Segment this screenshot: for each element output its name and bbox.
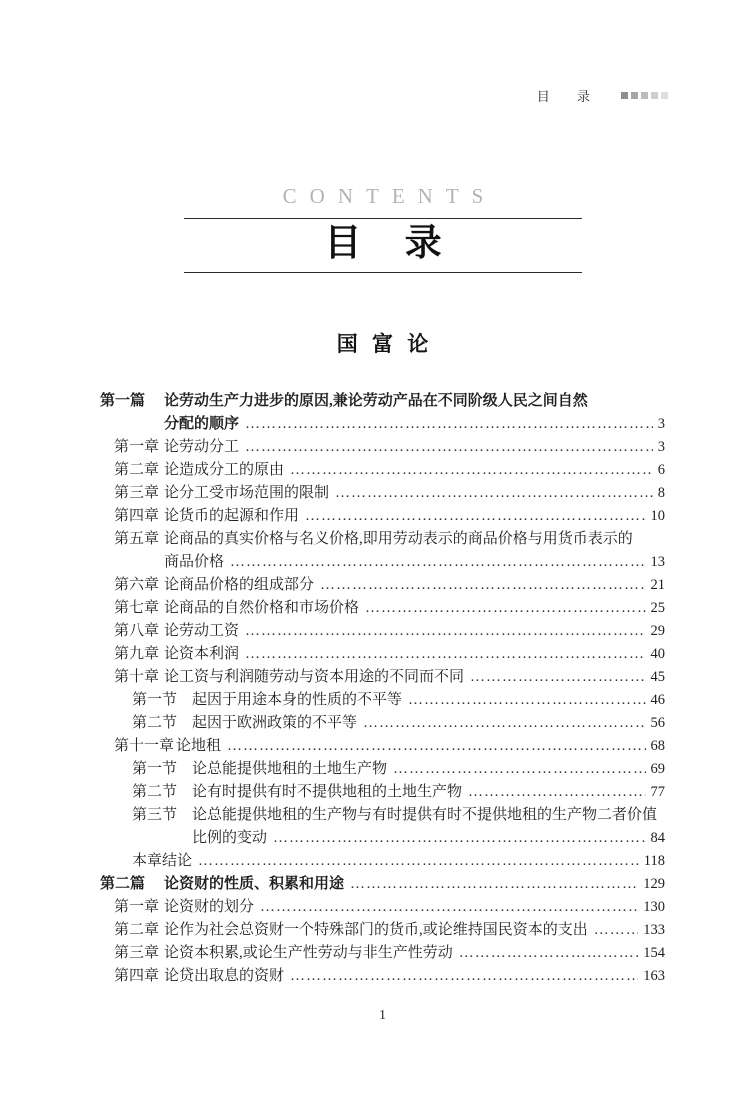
toc-entry-last-line [192,827,665,850]
toc-entry-title: 论资财的划分 [164,899,255,915]
square-icon [661,92,668,99]
toc-entry-last-line [132,850,665,873]
toc-entry-body [192,689,665,712]
toc-entry-page: 77 [650,784,665,800]
square-icon [651,92,658,99]
toc-entry [100,850,665,873]
dot-leader [230,551,645,574]
square-icon [631,92,638,99]
toc-entry-label: 第二节 [132,784,178,800]
toc-entry-body [164,482,665,505]
toc-entry-title: 比例的变动 [192,830,268,846]
toc-entry-label: 第十一章 [114,738,175,754]
toc-entry-label: 第四章 [114,968,160,984]
toc-entry-body [192,712,665,735]
toc-entry-label: 第二章 [114,462,160,478]
toc-entry-title: 论贷出取息的资财 [164,968,285,984]
book-title: 国 富 论 [336,332,429,356]
toc-entry-last-line [164,620,665,643]
dot-leader [245,413,653,436]
toc-entry [100,942,665,965]
toc-entry [100,459,665,482]
toc-entry-title: 论劳动生产力进步的原因,兼论劳动产品在不同阶级人民之间自然 [164,393,588,409]
dot-leader [227,735,645,758]
toc-entry-page: 13 [650,554,665,570]
square-icon [641,92,648,99]
toc-entry-label: 第一篇 [100,393,146,409]
toc-entry [100,390,665,436]
toc-entry-last-line [192,781,665,804]
toc-entry-title: 论劳动分工 [164,439,240,455]
toc-entry-title: 起因于欧洲政策的不平等 [192,715,358,731]
toc-entry-label: 第一章 [114,899,160,915]
toc-entry-body [164,666,665,689]
dot-leader [365,597,645,620]
toc-entry-page: 6 [657,462,665,478]
toc-entry-last-line [164,942,665,965]
toc-entry-title: 商品价格 [164,554,225,570]
toc-entry-body [164,896,665,919]
dot-leader [273,827,645,850]
dot-leader [350,873,638,896]
toc-entry-body [164,620,665,643]
toc-list [100,390,665,988]
toc-entry-last-line [164,965,665,988]
contents-heading-chinese: 目 录 [324,223,442,264]
toc-entry-body [164,919,665,942]
toc-entry [100,896,665,919]
toc-entry-title: 论货币的起源和作用 [164,508,300,524]
toc-entry-title: 论分工受市场范围的限制 [164,485,330,501]
toc-entry-last-line [164,551,665,574]
dot-leader [393,758,645,781]
toc-entry [100,712,665,735]
toc-entry-body [164,436,665,459]
square-icon [621,92,628,99]
toc-entry-title: 论资本利润 [164,646,240,662]
toc-entry-last-line [164,574,665,597]
toc-entry [100,643,665,666]
toc-entry-title: 论商品的真实价格与名义价格,即用劳动表示的商品价格与用货币表示的 [164,531,633,547]
toc-entry-page: 3 [657,439,665,455]
toc-entry-title: 本章结论 [132,853,193,869]
toc-entry-last-line [164,896,665,919]
toc-entry-last-line [164,643,665,666]
dot-leader [470,666,645,689]
dot-leader [594,919,638,942]
toc-entry-page: 46 [650,692,665,708]
dot-leader [363,712,645,735]
toc-entry-page: 129 [643,876,665,892]
toc-entry-title: 论资财的性质、积累和用途 [164,876,345,892]
toc-entry-label: 第三节 [132,807,178,823]
toc-entry [100,965,665,988]
toc-entry-title: 论商品的自然价格和市场价格 [164,600,360,616]
toc-entry-label: 第二章 [114,922,160,938]
toc-entry-body [164,942,665,965]
toc-entry-body [192,758,665,781]
toc-entry-last-line [164,436,665,459]
toc-entry-last-line [164,666,665,689]
dot-leader [305,505,645,528]
toc-entry [100,873,665,896]
toc-entry [100,804,665,850]
toc-entry-page: 84 [650,830,665,846]
toc-entry-last-line [164,505,665,528]
masthead-rule-bottom [184,272,582,273]
toc-entry-body [176,735,665,758]
toc-entry-page: 21 [650,577,665,593]
toc-entry-body [164,505,665,528]
toc-entry-label: 第二篇 [100,876,146,892]
toc-entry-title: 论资本积累,或论生产性劳动与非生产性劳动 [164,945,453,961]
dot-leader [459,942,638,965]
dot-leader [198,850,639,873]
toc-entry [100,620,665,643]
toc-entry-title: 论劳动工资 [164,623,240,639]
toc-entry-last-line [192,712,665,735]
toc-entry [100,666,665,689]
dot-leader [245,643,645,666]
dot-leader [408,689,645,712]
contents-heading-english: CONTENTS [282,184,497,208]
toc-entry-label: 第七章 [114,600,160,616]
toc-entry-title: 论地租 [176,738,222,754]
page-number: 1 [379,1008,386,1023]
dot-leader [290,965,638,988]
toc-entry-page: 133 [643,922,665,938]
toc-entry-body [164,597,665,620]
toc-entry-label: 第一节 [132,761,178,777]
toc-entry-title: 论有时提供有时不提供地租的土地生产物 [192,784,463,800]
toc-entry-page: 69 [650,761,665,777]
toc-entry-last-line [164,459,665,482]
toc-entry-body [164,528,665,574]
toc-entry-label: 第九章 [114,646,160,662]
toc-entry-page: 56 [650,715,665,731]
toc-entry-page: 40 [650,646,665,662]
toc-entry-label: 第八章 [114,623,160,639]
dot-leader [468,781,645,804]
toc-entry-title: 起因于用途本身的性质的不平等 [192,692,403,708]
toc-entry-page: 3 [657,416,665,432]
toc-entry-title: 论总能提供地租的土地生产物 [192,761,388,777]
running-header-title: 目 录 [536,89,591,104]
toc-entry [100,482,665,505]
toc-entry-body [192,781,665,804]
toc-entry-body [164,390,665,436]
dot-leader [245,620,645,643]
toc-entry [100,528,665,574]
toc-entry-last-line [164,597,665,620]
dot-leader [320,574,645,597]
toc-entry-page: 29 [650,623,665,639]
toc-entry [100,436,665,459]
toc-entry [100,919,665,942]
dot-leader [290,459,653,482]
toc-entry-label: 第四章 [114,508,160,524]
toc-entry-last-line [164,919,665,942]
toc-entry-body [164,574,665,597]
masthead [184,184,582,273]
toc-entry-page: 154 [643,945,665,961]
toc-entry-last-line [176,735,665,758]
toc-entry [100,689,665,712]
toc-entry-body [132,850,665,873]
toc-entry-body [164,643,665,666]
dot-leader [245,436,653,459]
toc-entry-title: 论总能提供地租的生产物与有时提供有时不提供地租的生产物二者价值 [192,807,658,823]
toc-entry-body [164,873,665,896]
toc-entry-title: 分配的顺序 [164,416,240,432]
toc-entry-title: 论作为社会总资财一个特殊部门的货币,或论维持国民资本的支出 [164,922,588,938]
toc-entry-last-line [164,482,665,505]
toc-entry-last-line [164,413,665,436]
running-header [537,86,668,105]
toc-entry-title: 论造成分工的原由 [164,462,285,478]
toc-entry-page: 118 [643,853,665,869]
toc-entry-last-line [192,758,665,781]
toc-entry-page: 130 [643,899,665,915]
toc-entry-label: 第三章 [114,485,160,501]
toc-entry-page: 68 [650,738,665,754]
toc-entry [100,758,665,781]
toc-entry-last-line [164,873,665,896]
toc-entry-title: 论商品价格的组成部分 [164,577,315,593]
toc-entry-body [164,459,665,482]
toc-entry-title: 论工资与利润随劳动与资本用途的不同而不同 [164,669,465,685]
toc-entry-label: 第十章 [114,669,160,685]
toc-entry-page: 45 [650,669,665,685]
toc-entry-label: 第一节 [132,692,178,708]
toc-entry-page: 163 [643,968,665,984]
dot-leader [260,896,638,919]
toc-entry [100,505,665,528]
toc-entry-page: 8 [657,485,665,501]
toc-entry-label: 第五章 [114,531,160,547]
toc-entry-label: 第六章 [114,577,160,593]
toc-entry-page: 10 [650,508,665,524]
toc-entry-label: 第一章 [114,439,160,455]
toc-entry [100,735,665,758]
toc-entry-last-line [192,689,665,712]
toc-entry [100,781,665,804]
dot-leader [335,482,653,505]
toc-entry-label: 第二节 [132,715,178,731]
toc-entry-body [164,965,665,988]
toc-entry [100,574,665,597]
toc-entry-label: 第三章 [114,945,160,961]
toc-entry [100,597,665,620]
header-squares-decoration [621,92,668,99]
toc-entry-body [192,804,665,850]
toc-entry-page: 25 [650,600,665,616]
